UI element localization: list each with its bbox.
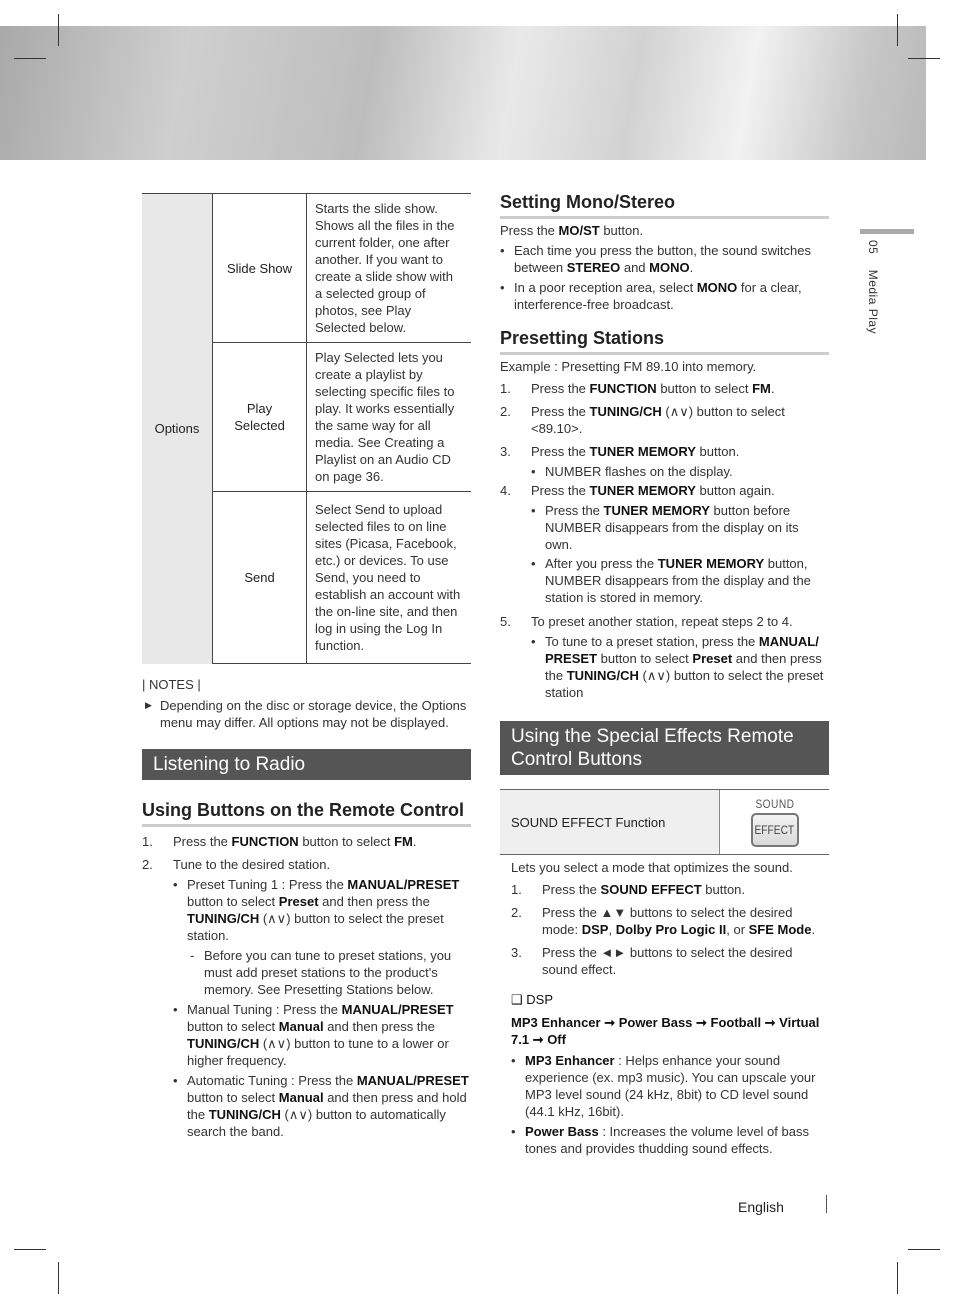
step-text: button. [701, 882, 746, 897]
crop-mark [897, 1262, 898, 1294]
step-number: 3. [500, 444, 511, 459]
option-desc-slide-show: Starts the slide show. Shows all the files in the current folder, one after another. If you want to create a slide show with a selected group of photos, see Play Selected below. [307, 194, 472, 343]
crop-mark [14, 58, 46, 59]
bullet-key: Manual [278, 1019, 324, 1034]
option-name-slide-show: Slide Show [213, 194, 307, 343]
step-text: Press the ◄► buttons to select the desired sound effect. [542, 945, 793, 977]
mono-text: In a poor reception area, select [514, 280, 697, 295]
bullet-text: Manual Tuning : Press the [187, 1002, 342, 1017]
bullet-text: : Helps enhance your sound experience (ex. mp3 music). You can upscale your MP3 level sound (24 kHz, 8bit) to CD level sound (44.1 kHz, 16bit). [525, 1053, 816, 1119]
bullet-text: and then press the [318, 894, 430, 909]
step-key: FM [394, 834, 413, 849]
step-key: DSP [581, 922, 609, 937]
bullet-key: TUNING/CH [187, 1036, 260, 1051]
option-name-send: Send [213, 492, 307, 664]
options-table [142, 193, 471, 664]
crop-mark [908, 1249, 940, 1250]
preset-step-3 [500, 443, 829, 460]
bullet-key: TUNER MEMORY [603, 503, 710, 518]
bullet-text: button to select [187, 1019, 279, 1034]
step-2 [142, 856, 471, 873]
step-text: Press the [531, 404, 590, 419]
option-desc-play-selected: Play Selected lets you create a playlist by selecting specific files to play. It works essentially the same way for all media. See Creating a Playlist on an Audio CD on page 36. [307, 343, 472, 492]
step-key: FUNCTION [231, 834, 299, 849]
footer-language: English [738, 1199, 784, 1215]
notes-heading: | NOTES | [142, 677, 201, 692]
dash-glyph: - [190, 948, 195, 963]
step-text: . [412, 834, 417, 849]
bullet-text: Preset Tuning 1 : Press the [187, 877, 348, 892]
step-text: button again. [695, 483, 775, 498]
right-column [500, 192, 829, 1157]
header-banner [0, 26, 926, 160]
step-number: 4. [500, 483, 511, 498]
triangle-right-icon: ▶ [145, 700, 152, 710]
step-text: button to select [298, 834, 395, 849]
bullet-text: and then press the [545, 651, 822, 683]
step-number: 2. [500, 404, 511, 419]
step-key: TUNER MEMORY [589, 444, 696, 459]
note-text: Depending on the disc or storage device, the Options menu may differ. All options may not be displayed. [160, 698, 467, 730]
effects-intro: Lets you select a mode that optimizes the sound. [511, 860, 793, 875]
effects-step-3 [511, 944, 829, 978]
step-text: Press the [531, 381, 590, 396]
bullet-key: TUNING/CH [566, 668, 639, 683]
sound-effect-button-cell [720, 790, 829, 854]
left-column [142, 193, 471, 1140]
bullet-key: MANUAL/ PRESET [545, 634, 819, 666]
side-tab-label [866, 240, 880, 334]
bullet-text: Press the [545, 503, 604, 518]
bullet-text: (∧∨) button to automatically search the band. [187, 1107, 446, 1139]
bullet-text: button to select [597, 651, 693, 666]
step-text: , or [726, 922, 749, 937]
chapter-number: 05 [866, 240, 880, 255]
step-key: SOUND EFFECT [600, 882, 702, 897]
step-text: Press the [531, 444, 590, 459]
options-group-cell: Options [142, 194, 213, 664]
step-text: Tune to the desired station. [173, 857, 331, 872]
crop-mark [14, 1249, 46, 1250]
mono-key: MO/ST [558, 223, 600, 238]
step-key: SFE Mode [748, 922, 812, 937]
step-text: . [770, 381, 775, 396]
mono-text: Press the [500, 223, 559, 238]
sound-effect-remote-button [751, 813, 799, 847]
step-key: FM [752, 381, 771, 396]
bullet-power-bass [511, 1123, 829, 1157]
step-text: , [608, 922, 616, 937]
bullet-key: TUNING/CH [208, 1107, 281, 1122]
bullet-mp3-enhancer [511, 1052, 829, 1120]
effects-step-2 [511, 904, 829, 938]
step-key: TUNER MEMORY [589, 483, 696, 498]
step-number: 1. [500, 381, 511, 396]
preset-step-3-bullets [500, 463, 829, 480]
preset-step-2 [500, 403, 829, 437]
bullet-number-flashes: • NUMBER flashes on the display. [531, 463, 829, 480]
effect-button-label: EFFECT [754, 823, 795, 837]
mono-key: STEREO [566, 260, 621, 275]
mono-text: Each time you press the button, the sound switches between [514, 243, 812, 275]
bullet-text: button before NUMBER disappears from the display on its own. [545, 503, 799, 552]
bullet-text: button, NUMBER disappears from the display and the station is stored in memory. [545, 556, 811, 605]
bullet-key: Preset [278, 894, 319, 909]
mono-text: . [689, 260, 694, 275]
bullet-automatic-tuning [173, 1072, 471, 1140]
step-number: 1. [511, 882, 522, 897]
bullet-text: and then press and hold the [187, 1090, 467, 1122]
side-tab-bar [860, 229, 914, 234]
step-text: Press the ▲▼ buttons to select the desired mode: [542, 905, 793, 937]
effects-step-1 [511, 881, 829, 898]
preset-step-5 [500, 613, 829, 630]
crop-mark [897, 14, 898, 46]
bullet-text: (∧∨) button to select the preset station. [187, 911, 444, 943]
preset-example: Example : Presetting FM 89.10 into memory. [500, 359, 757, 374]
bullet-text: button to select [187, 1090, 279, 1105]
sound-effect-table [500, 789, 829, 855]
bullet-before-disappears [531, 502, 829, 553]
bullet-key: MANUAL/PRESET [356, 1073, 469, 1088]
mono-key: MONO [649, 260, 690, 275]
bullet-key: MP3 Enhancer [525, 1053, 615, 1068]
bullet-manual-tuning [173, 1001, 471, 1069]
dash-note [173, 947, 471, 998]
mono-text: and [620, 260, 650, 275]
dsp-heading: ❑ DSP [511, 992, 553, 1007]
bullet-key: Preset [692, 651, 733, 666]
bullet-text: After you press the [545, 556, 658, 571]
step-2-bullets [142, 876, 471, 1140]
step-1 [142, 833, 471, 850]
subsection-title-preset: Presetting Stations [500, 328, 829, 355]
mono-intro [500, 222, 829, 239]
crop-mark [58, 1262, 59, 1294]
bullet-text: (∧∨) button to select the preset station [545, 668, 824, 700]
step-number: 2. [511, 905, 522, 920]
bullet-after-press [531, 555, 829, 606]
bullet-text: : Increases the volume level of bass tones and provides thudding sound effects. [525, 1124, 809, 1156]
mono-bullet-2 [500, 279, 829, 313]
step-key: Dolby Pro Logic II [615, 922, 727, 937]
step-text: Press the [173, 834, 232, 849]
bullet-text: Automatic Tuning : Press the [187, 1073, 357, 1088]
mono-key: MONO [696, 280, 738, 295]
sound-button-caption: SOUND [755, 797, 794, 811]
bullet-text: button to select [187, 894, 279, 909]
step-text: button to select [656, 381, 753, 396]
step-number: 1. [142, 834, 153, 849]
preset-step-4 [500, 482, 829, 499]
dash-text: Before you can tune to preset stations, you must add preset stations to the product's memory. See Presetting Stations below. [204, 948, 452, 997]
bullet-tune-preset [531, 633, 829, 701]
preset-step-1 [500, 380, 829, 397]
step-key: FUNCTION [589, 381, 657, 396]
crop-mark [908, 58, 940, 59]
step-text: . [811, 922, 816, 937]
section-title-effects: Using the Special Effects Remote Control Buttons [500, 721, 829, 775]
chapter-title: Media Play [866, 269, 880, 335]
step-number: 5. [500, 614, 511, 629]
step-text: button. [695, 444, 740, 459]
mono-text: for a clear, interference-free broadcast. [514, 280, 802, 312]
footer-divider [826, 1195, 827, 1213]
note-item [142, 697, 471, 731]
step-text: Press the [542, 882, 601, 897]
subsection-title-mono: Setting Mono/Stereo [500, 192, 829, 219]
step-key: TUNING/CH [589, 404, 662, 419]
subsection-title-remote: Using Buttons on the Remote Control [142, 800, 471, 827]
effects-body [500, 859, 829, 1157]
bullet-text: (∧∨) button to tune to a lower or higher frequency. [187, 1036, 449, 1068]
bullet-key: MANUAL/PRESET [347, 877, 460, 892]
bullet-key: TUNING/CH [187, 911, 260, 926]
step-text: To preset another station, repeat steps 2 to 4. [531, 614, 793, 629]
option-desc-send: Select Send to upload selected files to on line sites (Picasa, Facebook, etc.) or devices. To use Send, you need to establish an account with the on-line site, and then log in using the Log In function. [307, 492, 472, 664]
bullet-key: MANUAL/PRESET [341, 1002, 454, 1017]
bullet-text: and then press the [323, 1019, 435, 1034]
bullet-key: Manual [278, 1090, 324, 1105]
bullet-preset-tuning [173, 876, 471, 944]
dsp-chain: MP3 Enhancer ➞ Power Bass ➞ Football ➞ Virtual 7.1 ➞ Off [511, 1015, 820, 1047]
preset-step-4-bullets [500, 502, 829, 606]
sound-effect-label: SOUND EFFECT Function [500, 790, 720, 854]
step-text: Press the [531, 483, 590, 498]
bullet-key: TUNER MEMORY [657, 556, 765, 571]
section-title-listening: Listening to Radio [142, 749, 471, 780]
crop-mark [58, 14, 59, 46]
option-name-play-selected: Play Selected [213, 343, 307, 492]
bullet-text: To tune to a preset station, press the [545, 634, 759, 649]
step-number: 3. [511, 945, 522, 960]
bullet-key: Power Bass [525, 1124, 599, 1139]
step-number: 2. [142, 857, 153, 872]
step-text: (∧∨) button to select <89.10>. [531, 404, 785, 436]
preset-step-5-bullets [500, 633, 829, 701]
mono-bullet-1 [500, 242, 829, 276]
mono-text: button. [599, 223, 644, 238]
